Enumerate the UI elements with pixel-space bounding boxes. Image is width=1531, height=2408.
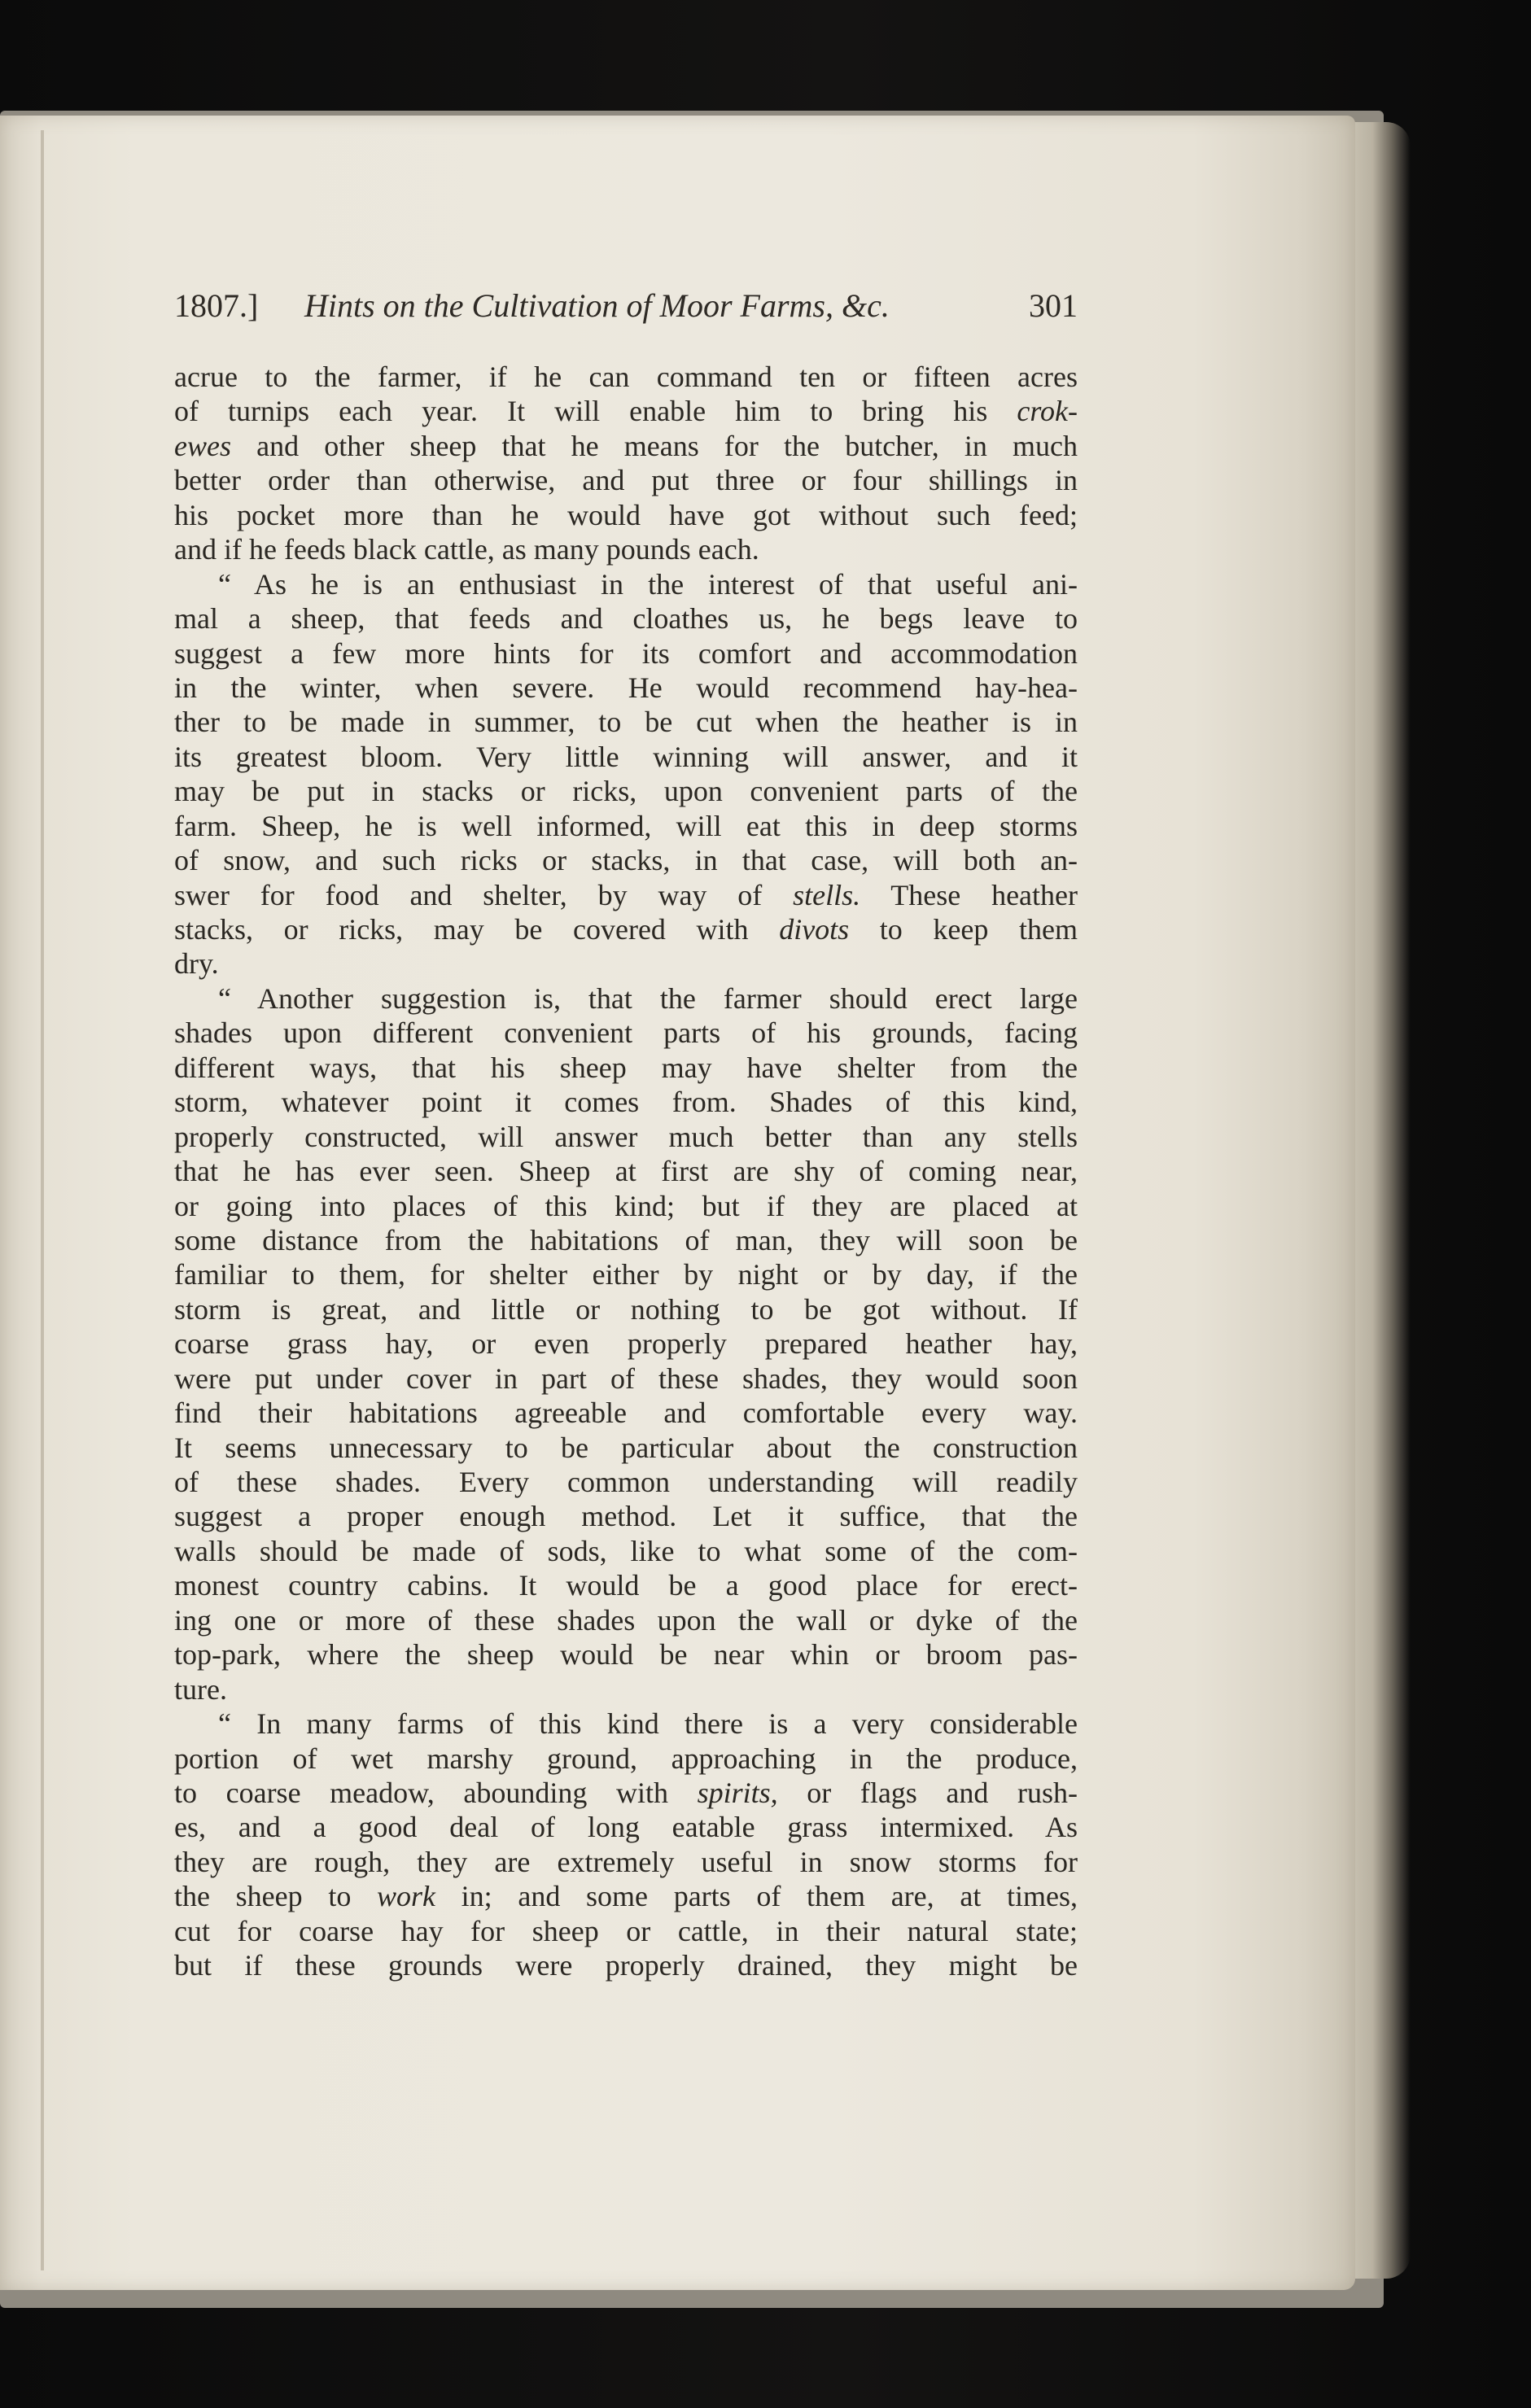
text-line bbox=[174, 1016, 1078, 1050]
text-line bbox=[174, 1361, 1078, 1396]
text-line bbox=[174, 601, 1078, 636]
text-line bbox=[174, 1120, 1078, 1154]
italic-text: work bbox=[377, 1880, 435, 1913]
text-segment: of these shades. Every common understanding will readily bbox=[174, 1466, 1078, 1498]
text-segment: acrue to the farmer, if he can command ten or fifteen acres bbox=[174, 361, 1078, 393]
italic-text: ewes bbox=[174, 429, 231, 462]
text-segment: and if he feeds black cattle, as many pounds each. bbox=[174, 533, 759, 566]
text-line bbox=[174, 1742, 1078, 1776]
text-segment: suggest a proper enough method. Let it suffice, that the bbox=[174, 1500, 1078, 1533]
text-segment: of snow, and such ricks or stacks, in that case, will both an- bbox=[174, 844, 1078, 877]
text-segment: in; and some parts of them are, at times, bbox=[435, 1880, 1078, 1913]
text-line bbox=[174, 1085, 1078, 1119]
text-segment: “ In many farms of this kind there is a very considerable bbox=[218, 1707, 1078, 1741]
text-segment: find their habitations agreeable and comfortable every way. bbox=[174, 1396, 1078, 1430]
text-line bbox=[174, 1637, 1078, 1672]
text-line bbox=[174, 1326, 1078, 1361]
text-line bbox=[174, 1948, 1078, 1982]
running-head-year: 1807.] bbox=[174, 287, 259, 324]
text-segment: properly constructed, will answer much better than any stells bbox=[174, 1120, 1078, 1153]
text-segment: may be put in stacks or ricks, upon convenient parts of the bbox=[174, 775, 1078, 808]
text-line bbox=[174, 1707, 1078, 1741]
text-segment: “ As he is an enthusiast in the interest of that useful ani- bbox=[218, 567, 1078, 601]
text-line bbox=[174, 360, 1078, 394]
text-line bbox=[174, 1154, 1078, 1188]
text-line bbox=[174, 981, 1078, 1016]
text-segment: in the winter, when severe. He would recommend hay-hea- bbox=[174, 671, 1078, 704]
running-head-title: Hints on the Cultivation of Moor Farms, &c. bbox=[304, 287, 890, 324]
text-line bbox=[174, 809, 1078, 843]
text-segment: portion of wet marshy ground, approaching in the produce, bbox=[174, 1742, 1078, 1775]
text-segment: his pocket more than he would have got without such feed; bbox=[174, 498, 1078, 531]
text-line bbox=[174, 429, 1078, 463]
text-segment: to coarse meadow, abounding with bbox=[174, 1776, 698, 1809]
text-line bbox=[174, 1879, 1078, 1913]
text-line bbox=[174, 1431, 1078, 1465]
text-line bbox=[174, 1292, 1078, 1326]
text-segment: top-park, where the sheep would be near whin or broom pas- bbox=[174, 1638, 1078, 1672]
text-segment: “ Another suggestion is, that the farmer should erect large bbox=[218, 981, 1078, 1015]
text-line bbox=[174, 1776, 1078, 1810]
text-segment: the sheep to bbox=[174, 1880, 377, 1913]
text-line bbox=[174, 946, 1078, 981]
page-number: 301 bbox=[1029, 287, 1078, 324]
text-segment: better order than otherwise, and put three or four shillings in bbox=[174, 464, 1078, 497]
text-line bbox=[174, 394, 1078, 428]
italic-text: divots bbox=[779, 913, 850, 946]
text-line bbox=[174, 1672, 1078, 1707]
text-segment: storm is great, and little or nothing to be got without. If bbox=[174, 1292, 1078, 1326]
text-line bbox=[174, 636, 1078, 671]
text-segment: or flags and rush- bbox=[777, 1776, 1078, 1809]
text-line bbox=[174, 1499, 1078, 1533]
text-line bbox=[174, 567, 1078, 601]
text-line bbox=[174, 1465, 1078, 1499]
text-segment: mal a sheep, that feeds and cloathes us, he begs leave to bbox=[174, 602, 1078, 636]
text-segment: ing one or more of these shades upon the wall or dyke of the bbox=[174, 1603, 1078, 1637]
text-line bbox=[174, 774, 1078, 808]
text-line bbox=[174, 1051, 1078, 1085]
text-line bbox=[174, 1223, 1078, 1257]
text-segment: dry. bbox=[174, 947, 219, 981]
text-segment: storm, whatever point it comes from. Shades of this kind, bbox=[174, 1086, 1078, 1119]
running-head bbox=[174, 286, 1078, 335]
text-line bbox=[174, 912, 1078, 946]
text-segment: they are rough, they are extremely useful in snow storms for bbox=[174, 1845, 1078, 1878]
text-segment: coarse grass hay, or even properly prepared heather hay, bbox=[174, 1327, 1078, 1361]
text-segment: These heather bbox=[860, 878, 1078, 911]
text-segment: its greatest bloom. Very little winning will answer, and it bbox=[174, 740, 1078, 773]
text-segment: familiar to them, for shelter either by night or by day, if the bbox=[174, 1258, 1078, 1291]
text-segment: ture. bbox=[174, 1672, 227, 1706]
page-gutter bbox=[41, 130, 44, 2270]
text-segment: es, and a good deal of long eatable grass intermixed. As bbox=[174, 1811, 1078, 1844]
text-line bbox=[174, 740, 1078, 774]
text-segment: stacks, or ricks, may be covered with bbox=[174, 913, 780, 946]
text-line bbox=[174, 498, 1078, 532]
text-segment: some distance from the habitations of man, they will soon be bbox=[174, 1223, 1078, 1256]
text-segment: to keep them bbox=[849, 913, 1078, 946]
text-segment: It seems unnecessary to be particular about the construction bbox=[174, 1431, 1078, 1464]
text-line bbox=[174, 843, 1078, 877]
text-line bbox=[174, 1257, 1078, 1291]
body-text bbox=[174, 360, 1078, 1983]
text-segment: monest country cabins. It would be a good place for erect- bbox=[174, 1569, 1078, 1602]
text-line bbox=[174, 1396, 1078, 1430]
text-segment: ther to be made in summer, to be cut when the heather is in bbox=[174, 706, 1078, 739]
text-segment: were put under cover in part of these shades, they would soon bbox=[174, 1361, 1078, 1395]
text-segment: farm. Sheep, he is well informed, will eat this in deep storms bbox=[174, 809, 1078, 842]
text-segment: suggest a few more hints for its comfort and accommodation bbox=[174, 636, 1078, 670]
text-line bbox=[174, 1845, 1078, 1879]
text-line bbox=[174, 1810, 1078, 1844]
text-line bbox=[174, 1534, 1078, 1568]
text-segment: that he has ever seen. Sheep at first are shy of coming near, bbox=[174, 1155, 1078, 1188]
text-line bbox=[174, 671, 1078, 705]
text-segment: shades upon different convenient parts of his grounds, facing bbox=[174, 1016, 1078, 1050]
page-fore-edge bbox=[1347, 122, 1411, 2279]
text-line bbox=[174, 1603, 1078, 1637]
italic-text: crok- bbox=[1017, 395, 1078, 428]
text-line bbox=[174, 1914, 1078, 1948]
text-line bbox=[174, 878, 1078, 912]
italic-text: spirits, bbox=[697, 1776, 778, 1809]
text-segment: or going into places of this kind; but if they are placed at bbox=[174, 1189, 1078, 1222]
text-segment: swer for food and shelter, by way of bbox=[174, 878, 794, 911]
text-segment: cut for coarse hay for sheep or cattle, in their natural state; bbox=[174, 1914, 1078, 1947]
text-segment: and other sheep that he means for the butcher, in much bbox=[230, 429, 1078, 462]
text-segment: of turnips each year. It will enable him to bring his bbox=[174, 395, 1017, 428]
text-line bbox=[174, 705, 1078, 739]
text-segment: walls should be made of sods, like to what some of the com- bbox=[174, 1534, 1078, 1567]
text-line bbox=[174, 1189, 1078, 1223]
text-line bbox=[174, 532, 1078, 566]
text-segment: but if these grounds were properly drained, they might be bbox=[174, 1949, 1078, 1982]
text-segment: different ways, that his sheep may have shelter from the bbox=[174, 1051, 1078, 1084]
text-line bbox=[174, 463, 1078, 497]
italic-text: stells. bbox=[793, 878, 861, 911]
text-line bbox=[174, 1568, 1078, 1602]
